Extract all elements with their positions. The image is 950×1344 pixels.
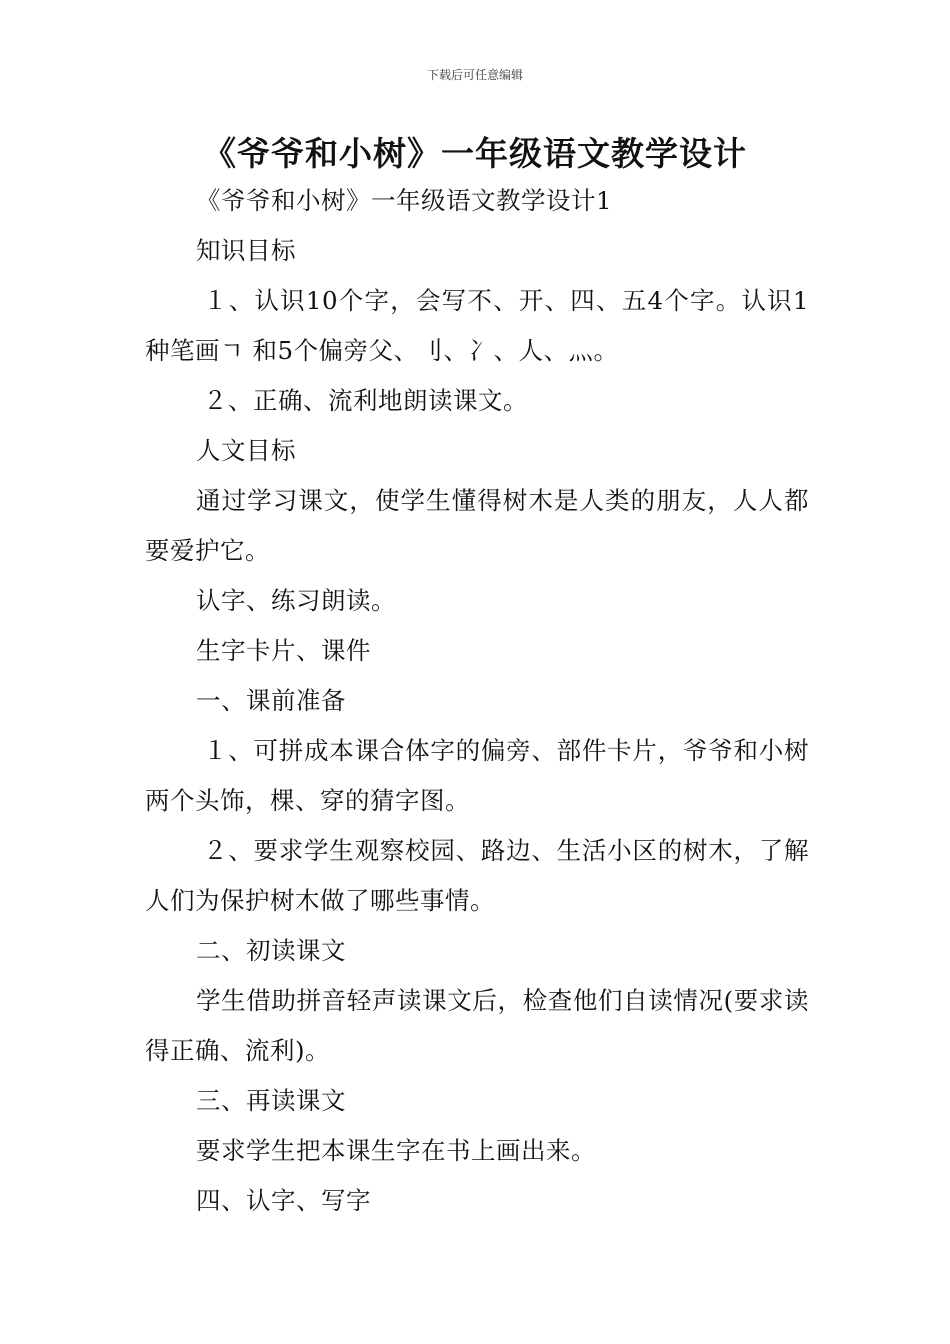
humanities-goal-text: 通过学习课文，使学生懂得树木是人类的朋友，人人都要爱护它。 (145, 486, 809, 565)
section-heading-second-reading: 三、再读课文 (196, 1086, 346, 1115)
document-title: 《爷爷和小树》一年级语文教学设计 (203, 134, 747, 173)
preparation-item-2: ２、要求学生观察校园、路边、生活小区的树木，了解人们为保护树木做了哪些事情。 (145, 836, 809, 915)
section-heading-first-reading: 二、初读课文 (196, 936, 346, 965)
preparation-item-1: １、可拼成本课合体字的偏旁、部件卡片，爷爷和小树两个头饰，棵、穿的猜字图。 (145, 736, 809, 815)
header-note: 下载后可任意编辑 (426, 68, 523, 82)
materials-text: 生字卡片、课件 (196, 636, 371, 665)
section-heading-knowledge-goals: 知识目标 (196, 236, 296, 265)
second-reading-text: 要求学生把本课生字在书上画出来。 (196, 1136, 596, 1165)
knowledge-goal-1: １、认识10个字，会写不、开、四、五4个字。认识1种笔画ㄱ 和5个偏旁父、刂、冫、人、灬。 (145, 286, 809, 365)
section-heading-preparation: 一、课前准备 (196, 686, 346, 715)
first-reading-text: 学生借助拼音轻声读课文后，检查他们自读情况(要求读得正确、流利)。 (145, 986, 809, 1065)
knowledge-goal-2: ２、正确、流利地朗读课文。 (203, 386, 528, 415)
subtitle-paragraph: 《爷爷和小树》一年级语文教学设计1 (196, 186, 613, 215)
section-heading-characters-writing: 四、认字、写字 (196, 1186, 371, 1215)
document-body (145, 176, 809, 1226)
section-heading-humanities-goals: 人文目标 (196, 436, 296, 465)
key-points-text: 认字、练习朗读。 (196, 586, 396, 615)
